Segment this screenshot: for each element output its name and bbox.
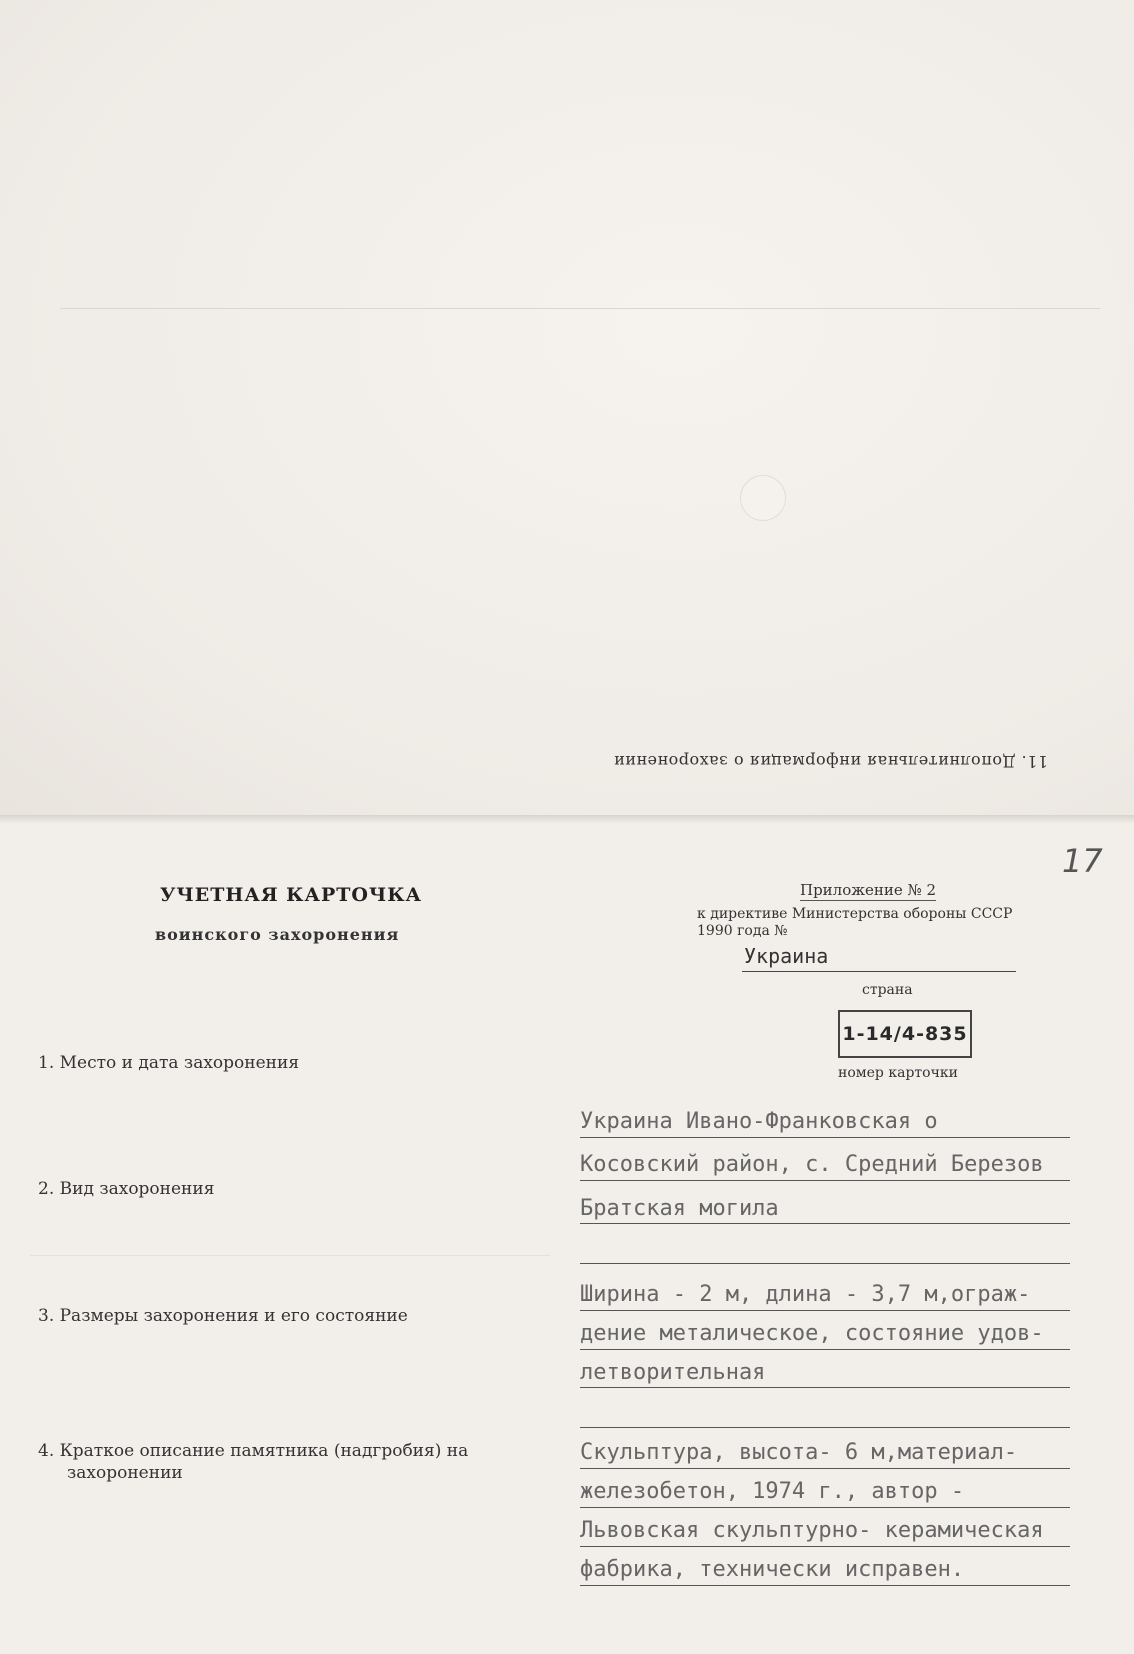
fold-crease [60,308,1100,309]
field-2-rule-2 [580,1263,1070,1264]
card-number-label: номер карточки [838,1065,958,1081]
field-4-label-line-2: захоронении [67,1463,183,1483]
field-3-rule-1 [580,1310,1070,1311]
page-fold [0,815,1134,823]
field-4-line-4[interactable]: фабрика, технически исправен. [580,1557,965,1582]
punch-hole [740,475,786,521]
field-3-rule-4 [580,1427,1070,1428]
handwritten-page-mark: 17 [1062,842,1103,880]
directive-line-2: 1990 года № [697,923,788,939]
row-separator [30,1255,550,1256]
field-3-rule-3 [580,1387,1070,1388]
card-subtitle: воинского захоронения [155,925,400,944]
field-1-rule-2 [580,1180,1070,1181]
field-1-line-2[interactable]: Косовский район, с. Средний Березов [580,1152,1044,1177]
field-4-line-3[interactable]: Львовская скульптурно- керамическая [580,1518,1044,1543]
field-3-label: 3. Размеры захоронения и его состояние [38,1306,408,1326]
additional-info-heading-upside-down: 11. Дополнительная информация о захоронении [613,752,1048,771]
field-3-rule-2 [580,1349,1070,1350]
appendix-label: Приложение № 2 [800,881,937,899]
directive-text [697,906,1077,940]
country-field[interactable]: Украина [742,944,1016,972]
field-3-line-3[interactable]: летворительная [580,1360,766,1385]
field-4-rule-2 [580,1507,1070,1508]
field-4-line-2[interactable]: железобетон, 1974 г., автор - [580,1479,965,1504]
country-label: страна [862,982,913,998]
card-number-value: 1-14/4-835 [842,1023,968,1045]
field-2-rule-1 [580,1223,1070,1224]
field-4-line-1[interactable]: Скульптура, высота- 6 м,материал- [580,1440,1018,1465]
field-1-rule-1 [580,1137,1070,1138]
field-2-label: 2. Вид захоронения [38,1179,215,1199]
field-4-label-line-1: 4. Краткое описание памятника (надгробия) на [38,1441,469,1461]
field-4-rule-4 [580,1585,1070,1586]
field-2-line-1[interactable]: Братская могила [580,1196,779,1221]
card-title: УЧЕТНАЯ КАРТОЧКА [160,884,423,906]
field-4-rule-1 [580,1468,1070,1469]
field-4-rule-3 [580,1546,1070,1547]
card-number-box[interactable] [838,1010,972,1058]
directive-line-1: к директиве Министерства обороны СССР [697,906,1013,922]
field-1-line-1[interactable]: Украина Ивано-Франковская о [580,1109,938,1134]
field-1-label: 1. Место и дата захоронения [38,1053,300,1073]
field-3-line-1[interactable]: Ширина - 2 м, длина - 3,7 м,ограж- [580,1282,1031,1307]
field-3-line-2[interactable]: дение металическое, состояние удов- [580,1321,1044,1346]
upper-panel [0,0,1134,815]
